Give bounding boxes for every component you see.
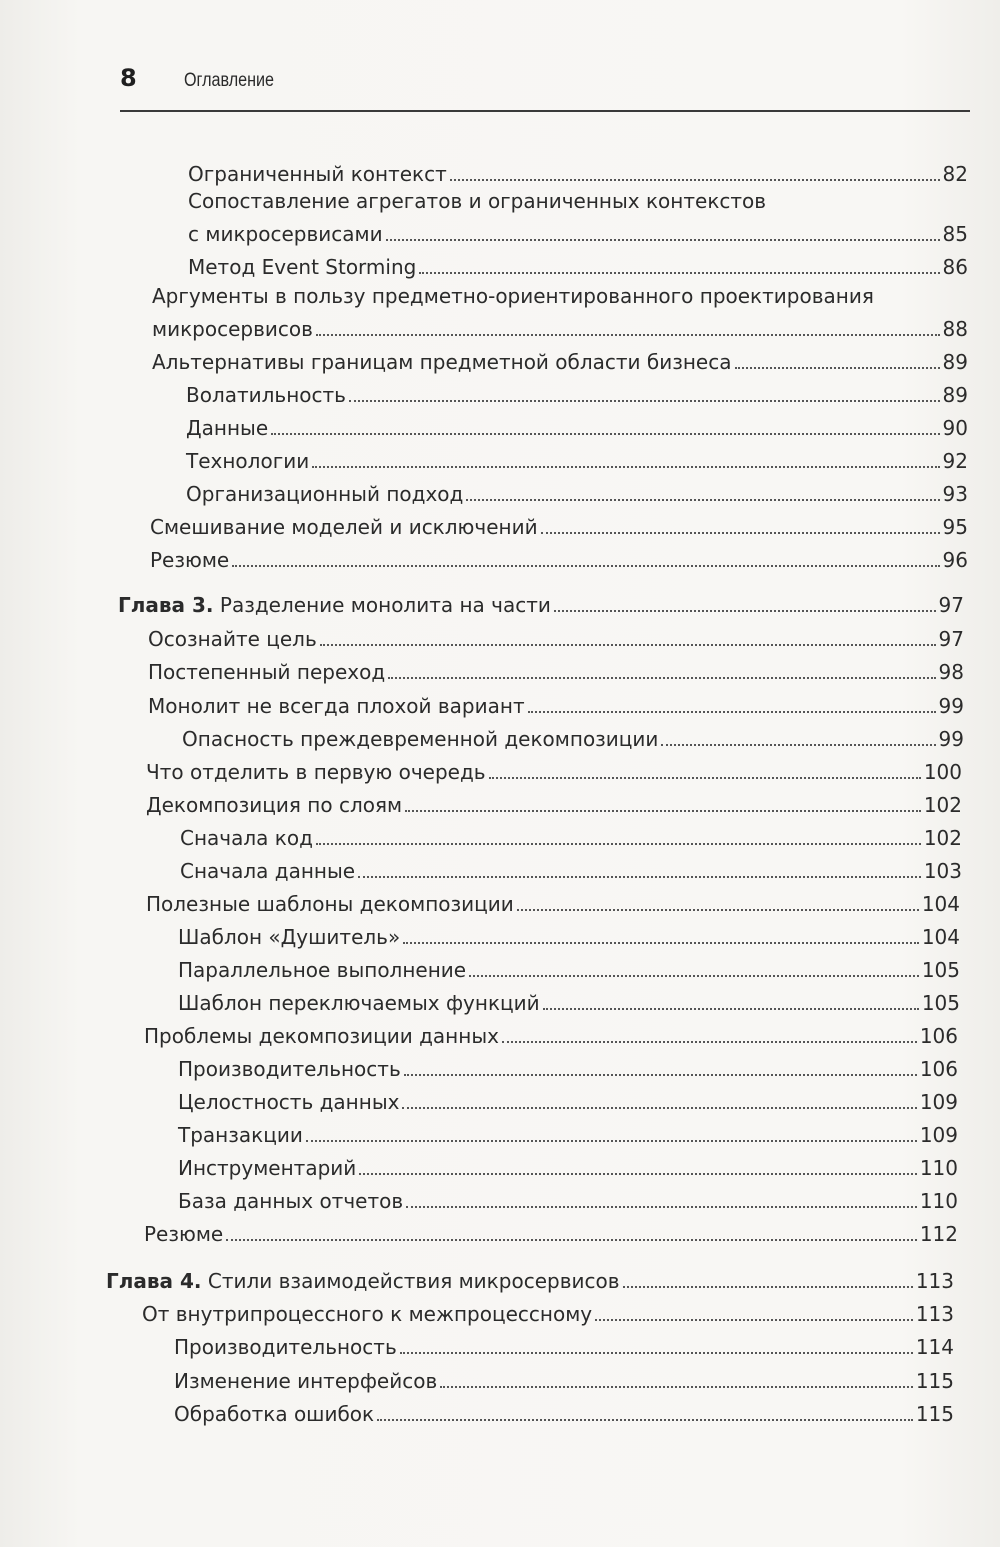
dot-leader <box>469 975 919 977</box>
toc-entry-title: Целостность данных <box>178 1090 400 1114</box>
toc-page-number: 97 <box>938 593 964 617</box>
toc-page-number: 109 <box>919 1090 958 1114</box>
toc-entry[interactable] <box>144 1222 958 1246</box>
dot-leader <box>400 1352 913 1354</box>
toc-page-number: 110 <box>919 1189 958 1213</box>
toc-page-number: 112 <box>919 1222 958 1246</box>
toc-entry[interactable] <box>178 1057 958 1081</box>
toc-page-number: 98 <box>938 660 964 684</box>
toc-entry-title: База данных отчетов <box>178 1189 404 1213</box>
toc-entry[interactable] <box>186 482 968 506</box>
toc-entry[interactable] <box>178 1156 958 1180</box>
toc-entry[interactable] <box>178 925 960 949</box>
toc-page-number: 113 <box>915 1302 954 1326</box>
dot-leader <box>623 1286 913 1288</box>
toc-page-number: 99 <box>938 727 964 751</box>
toc-page-number: 88 <box>942 317 968 341</box>
toc-entry-title: Сначала код <box>180 826 313 850</box>
dot-leader <box>404 1074 917 1076</box>
toc-page-number: 115 <box>915 1369 954 1393</box>
toc-entry[interactable] <box>178 1090 958 1114</box>
toc-page-number: 86 <box>942 255 968 279</box>
dot-leader <box>554 610 936 612</box>
dot-leader <box>388 677 935 679</box>
toc-page-number: 89 <box>942 383 968 407</box>
dot-leader <box>359 1173 917 1175</box>
toc-entry[interactable] <box>186 383 968 407</box>
chapter-title: Стили взаимодействия микросервисов <box>207 1269 620 1293</box>
toc-entry-title: Технологии <box>186 449 310 473</box>
dot-leader <box>358 876 921 878</box>
toc-entry[interactable] <box>188 162 968 186</box>
toc-entry-title: Инструментарий <box>178 1156 357 1180</box>
toc-entry-title <box>106 1269 620 1293</box>
toc-entry[interactable] <box>152 317 968 341</box>
dot-leader <box>528 711 936 713</box>
toc-page-number: 82 <box>942 162 968 186</box>
dot-leader <box>419 272 939 274</box>
toc-page-number: 85 <box>942 222 968 246</box>
dot-leader <box>661 744 935 746</box>
page-header <box>120 58 970 112</box>
toc-entry[interactable] <box>178 991 960 1015</box>
chapter-label: Глава 3. <box>118 593 214 617</box>
toc-page-number: 104 <box>921 892 960 916</box>
toc-entry-title: Резюме <box>150 548 230 572</box>
toc-entry[interactable] <box>174 1335 954 1359</box>
dot-leader <box>271 433 939 435</box>
toc-entry-title: Организационный подход <box>186 482 464 506</box>
chapter-label: Глава 4. <box>106 1269 202 1293</box>
toc-entry[interactable] <box>146 760 962 784</box>
toc-entry[interactable] <box>148 694 964 718</box>
toc-entry-title: Сначала данные <box>180 859 356 883</box>
toc-entry[interactable] <box>186 416 968 440</box>
dot-leader <box>406 1206 917 1208</box>
toc-page-number: 104 <box>921 925 960 949</box>
dot-leader <box>440 1386 913 1388</box>
toc-entry-title: Осознайте цель <box>148 627 317 651</box>
toc-entry-title: Альтернативы границам предметной области бизнеса <box>152 350 732 374</box>
toc-entry[interactable] <box>178 958 960 982</box>
toc-entry-title: Обработка ошибок <box>174 1402 375 1426</box>
toc-entry[interactable] <box>178 1189 958 1213</box>
toc-entry-title: Метод Event Storming <box>188 255 417 279</box>
toc-entry-title: Декомпозиция по слоям <box>146 793 403 817</box>
toc-entry[interactable] <box>152 350 968 374</box>
dot-leader <box>306 1140 917 1142</box>
toc-page-number: 105 <box>921 958 960 982</box>
toc-entry-title: Шаблон переключаемых функций <box>178 991 540 1015</box>
toc-entry[interactable] <box>182 727 964 751</box>
toc-entry-title: Шаблон «Душитель» <box>178 925 401 949</box>
toc-page-number: 93 <box>942 482 968 506</box>
dot-leader <box>502 1041 917 1043</box>
toc-page-number: 96 <box>942 548 968 572</box>
dot-leader <box>735 367 940 369</box>
dot-leader <box>466 499 939 501</box>
toc-page-number: 105 <box>921 991 960 1015</box>
toc-entry-title-line1: Сопоставление агрегатов и ограниченных контекстов <box>188 189 767 213</box>
toc-entry[interactable] <box>146 892 960 916</box>
toc-page-number: 92 <box>942 449 968 473</box>
toc-page-number: 89 <box>942 350 968 374</box>
dot-leader <box>543 1008 919 1010</box>
toc-entry[interactable] <box>144 1024 958 1048</box>
toc-entry-title: Постепенный переход <box>148 660 386 684</box>
dot-leader <box>405 810 921 812</box>
dot-leader <box>349 400 940 402</box>
toc-entry-title: Опасность преждевременной декомпозиции <box>182 727 659 751</box>
toc-page-number: 106 <box>919 1057 958 1081</box>
toc-page-number: 90 <box>942 416 968 440</box>
toc-page-number: 109 <box>919 1123 958 1147</box>
toc-entry[interactable] <box>148 660 964 684</box>
toc-page-number: 97 <box>938 627 964 651</box>
toc-entry[interactable] <box>180 826 962 850</box>
toc-entry[interactable] <box>142 1302 954 1326</box>
toc-entry[interactable] <box>174 1369 954 1393</box>
toc-page-number: 103 <box>923 859 962 883</box>
toc-page-number: 110 <box>919 1156 958 1180</box>
toc-entry-title: От внутрипроцессного к межпроцессному <box>142 1302 593 1326</box>
toc-entry-title: Ограниченный контекст <box>188 162 447 186</box>
toc-page-number: 99 <box>938 694 964 718</box>
toc-entry-title: Транзакции <box>178 1123 303 1147</box>
toc-entry-title-line1: Аргументы в пользу предметно-ориентированного проектирования <box>152 284 874 308</box>
toc-entry[interactable] <box>148 627 964 651</box>
toc-entry-title: Монолит не всегда плохой вариант <box>148 694 525 718</box>
toc-entry[interactable] <box>150 515 968 539</box>
running-head: Оглавление <box>184 70 275 91</box>
dot-leader <box>232 565 939 567</box>
toc-entry-title: Волатильность <box>186 383 346 407</box>
dot-leader <box>403 942 919 944</box>
toc-entry-title: Изменение интерфейсов <box>174 1369 438 1393</box>
toc-entry[interactable] <box>186 449 968 473</box>
toc-entry-title: микросервисов <box>152 317 313 341</box>
dot-leader <box>386 239 940 241</box>
toc-page-number: 106 <box>919 1024 958 1048</box>
toc-entry-title <box>118 593 551 617</box>
toc-page-number: 114 <box>915 1335 954 1359</box>
toc-entry[interactable] <box>188 255 968 279</box>
dot-leader <box>320 644 936 646</box>
toc-page-number: 95 <box>942 515 968 539</box>
toc-entry-title: Резюме <box>144 1222 224 1246</box>
toc-entry-title: Данные <box>186 416 269 440</box>
toc-chapter-entry[interactable] <box>118 593 964 617</box>
toc-entry-title: Параллельное выполнение <box>178 958 467 982</box>
toc-entry-title: Что отделить в первую очередь <box>146 760 486 784</box>
dot-leader <box>316 334 940 336</box>
dot-leader <box>377 1419 913 1421</box>
toc-entry-title: Проблемы декомпозиции данных <box>144 1024 499 1048</box>
toc-entry[interactable] <box>146 793 962 817</box>
toc-entry[interactable] <box>150 548 968 572</box>
toc-entry-title: с микросервисами <box>188 222 383 246</box>
dot-leader <box>402 1107 916 1109</box>
page-number: 8 <box>120 64 137 92</box>
toc-entry[interactable] <box>178 1123 958 1147</box>
toc-entry[interactable] <box>188 222 968 246</box>
toc-chapter-entry[interactable] <box>106 1269 954 1293</box>
toc-page-number: 102 <box>923 826 962 850</box>
toc-entry[interactable] <box>174 1402 954 1426</box>
dot-leader <box>595 1319 913 1321</box>
dot-leader <box>489 777 921 779</box>
toc-entry-title: Производительность <box>178 1057 401 1081</box>
toc-page-number: 100 <box>923 760 962 784</box>
dot-leader <box>312 466 939 468</box>
toc-page-number: 115 <box>915 1402 954 1426</box>
toc-page-number: 113 <box>915 1269 954 1293</box>
toc-entry-title: Производительность <box>174 1335 397 1359</box>
dot-leader <box>226 1239 917 1241</box>
dot-leader <box>541 532 940 534</box>
dot-leader <box>450 179 940 181</box>
toc-entry-title: Полезные шаблоны декомпозиции <box>146 892 514 916</box>
dot-leader <box>316 843 921 845</box>
chapter-title: Разделение монолита на части <box>219 593 551 617</box>
toc-entry-title: Смешивание моделей и исключений <box>150 515 538 539</box>
dot-leader <box>517 909 919 911</box>
toc-entry[interactable] <box>180 859 962 883</box>
toc-page-number: 102 <box>923 793 962 817</box>
